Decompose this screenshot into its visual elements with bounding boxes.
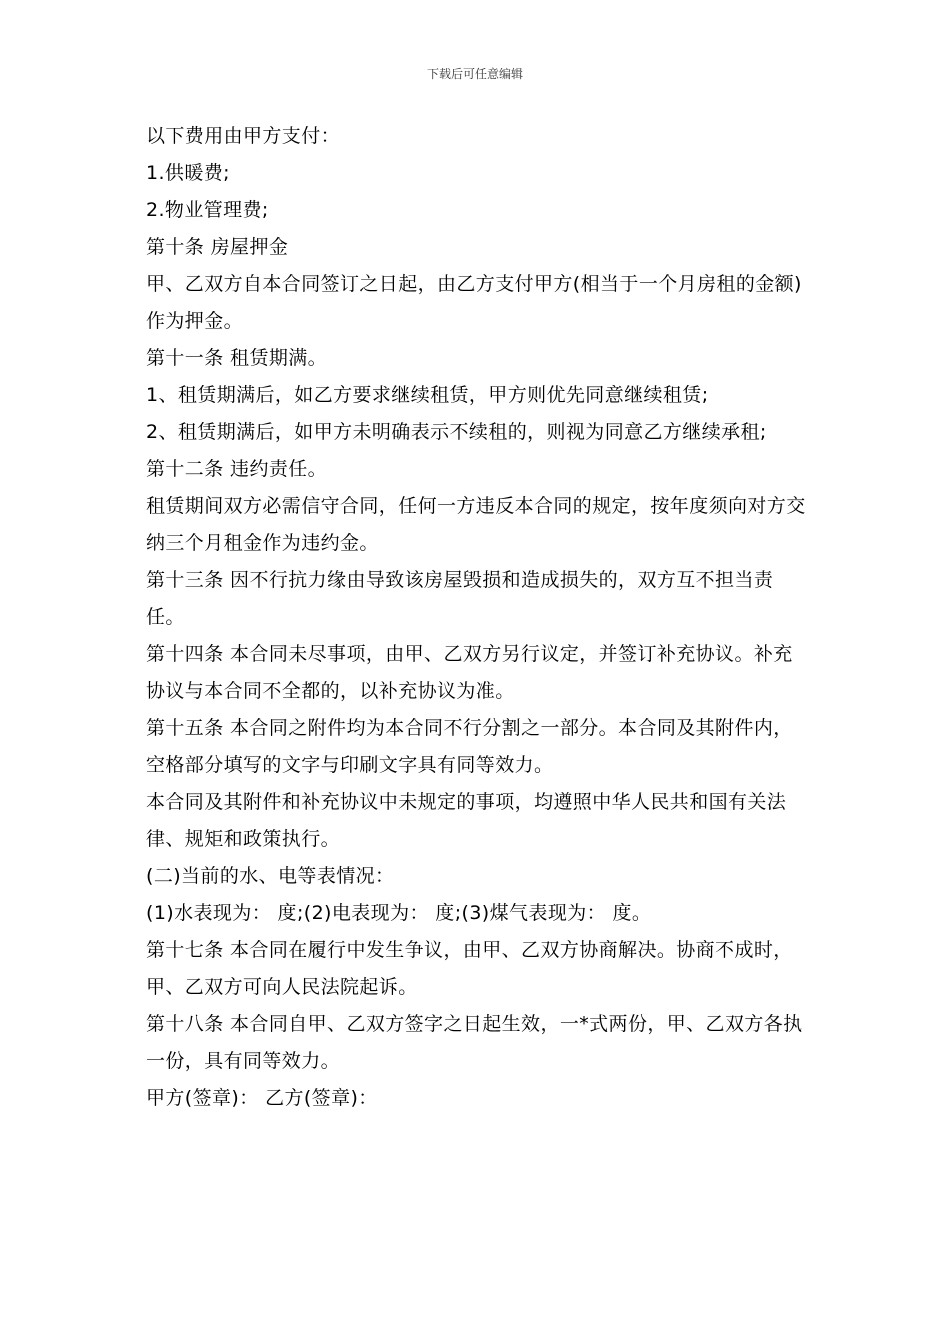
article-15: 第十五条 本合同之附件均为本合同不行分割之一部分。本合同及其附件内，空格部分填写的文字与印刷文字具有同等效力。 bbox=[146, 717, 793, 776]
document-body bbox=[146, 118, 810, 1117]
paragraph-heating-fee: 1.供暖费; bbox=[146, 162, 230, 184]
page-header-note: 下载后可任意编辑 bbox=[426, 67, 523, 81]
paragraph-law: 本合同及其附件和补充协议中未规定的事项，均遵照中华人民共和国有关法律、规矩和政策执行。 bbox=[146, 791, 787, 850]
paragraph-expenses-intro: 以下费用由甲方支付： bbox=[146, 125, 341, 147]
paragraph-breach: 租赁期间双方必需信守合同，任何一方违反本合同的规定，按年度须向对方交纳三个月租金作为违约金。 bbox=[146, 495, 806, 554]
article-18: 第十八条 本合同自甲、乙双方签字之日起生效，一*式两份，甲、乙双方各执一份，具有同等效力。 bbox=[146, 1013, 803, 1072]
paragraph-deposit: 甲、乙双方自本合同签订之日起，由乙方支付甲方(相当于一个月房租的金额)作为押金。 bbox=[146, 273, 802, 332]
article-11-title: 第十一条 租赁期满。 bbox=[146, 347, 328, 369]
paragraph-renewal-1: 1、租赁期满后，如乙方要求继续租赁，甲方则优先同意继续租赁; bbox=[146, 384, 709, 406]
article-17: 第十七条 本合同在履行中发生争议，由甲、乙双方协商解决。协商不成时，甲、乙双方可向人民法院起诉。 bbox=[146, 939, 793, 998]
article-13: 第十三条 因不行抗力缘由导致该房屋毁损和造成损失的，双方互不担当责任。 bbox=[146, 569, 774, 628]
paragraph-meter-intro: (二)当前的水、电等表情况： bbox=[146, 865, 395, 887]
article-10-title: 第十条 房屋押金 bbox=[146, 236, 289, 258]
paragraph-property-fee: 2.物业管理费; bbox=[146, 199, 269, 221]
paragraph-meter-readings: (1)水表现为： 度;(2)电表现为： 度;(3)煤气表现为： 度。 bbox=[146, 902, 652, 924]
paragraph-renewal-2: 2、租赁期满后，如甲方未明确表示不续租的，则视为同意乙方继续承租; bbox=[146, 421, 767, 443]
article-12-title: 第十二条 违约责任。 bbox=[146, 458, 328, 480]
article-14: 第十四条 本合同未尽事项，由甲、乙双方另行议定，并签订补充协议。补充协议与本合同不全都的，以补充协议为准。 bbox=[146, 643, 793, 702]
signature-line: 甲方(签章)： 乙方(签章)： bbox=[146, 1087, 378, 1109]
